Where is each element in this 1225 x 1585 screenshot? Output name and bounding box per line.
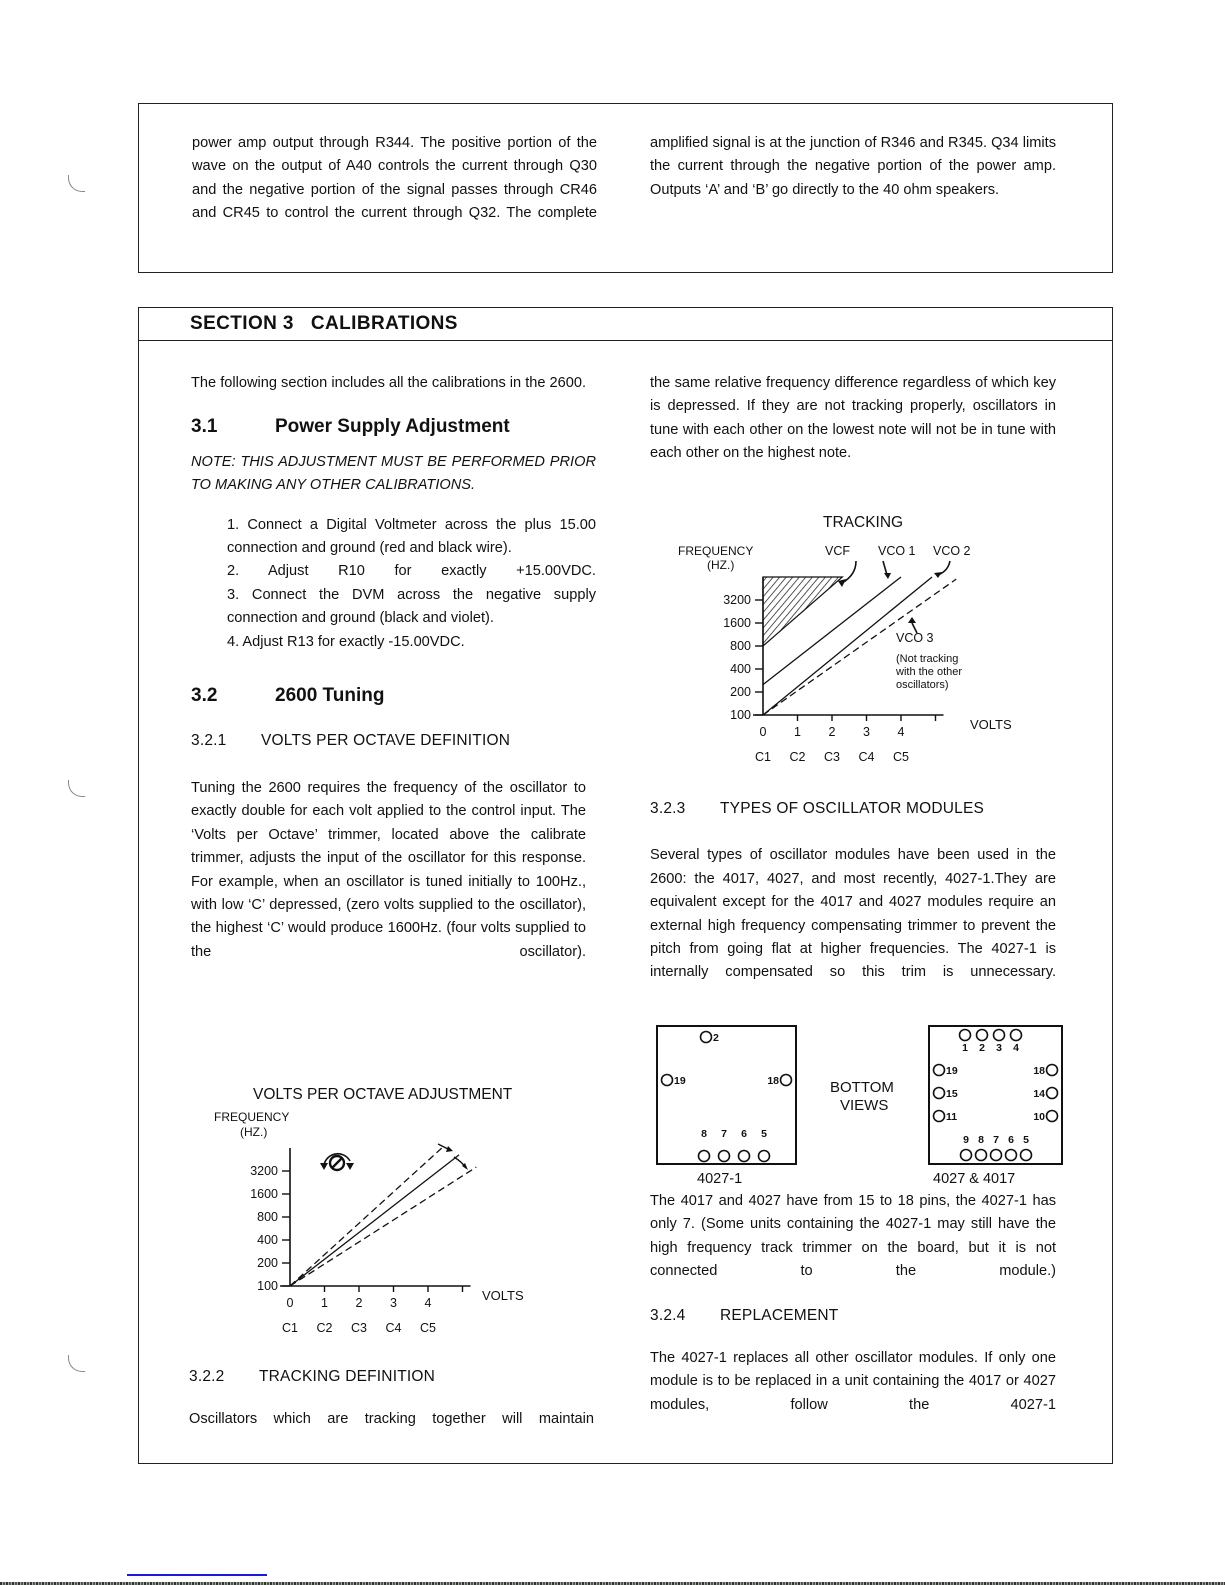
x-note-label: C2 (789, 750, 806, 764)
x-tick-label: 3 (390, 1296, 397, 1310)
series-too-high-line (290, 1148, 442, 1286)
pin-hole (934, 1088, 945, 1099)
module-types-paragraph: Several types of oscillator modules have been used in the 2600: the 4017, 4027, and most recently, 4027-1.They are equivalent except for the 4017 and 4027 modules require an external high frequency compensating trimmer to prevent the pitch from going flat at higher frequencies. The 4027-1 is internally compensated so this trim is unnecessary. (650, 847, 1056, 981)
continuation-left-text (192, 132, 597, 226)
x-tick-label: 1 (321, 1296, 328, 1310)
vco3-note: with the other (896, 666, 963, 678)
right-column-bottom (650, 1190, 1056, 1417)
section-title: SECTION 3 CALIBRATIONS (190, 313, 458, 334)
pin-hole (961, 1150, 972, 1161)
pin-number: 7 (721, 1128, 727, 1140)
pin-number: 11 (946, 1111, 958, 1123)
pin-hole (960, 1030, 971, 1041)
pin-number: 14 (1033, 1088, 1045, 1100)
page-link-underline[interactable] (127, 1574, 267, 1576)
pin-number: 8 (701, 1128, 707, 1140)
x-tick-label: 3 (863, 725, 870, 739)
chart-title: TRACKING (823, 514, 904, 531)
x-note-label: C5 (420, 1321, 436, 1335)
x-note-label: C4 (385, 1321, 402, 1335)
pin-hole (977, 1030, 988, 1041)
step-item: 3. Connect the DVM across the negative supply connection and ground (black and violet). (227, 586, 596, 627)
pin-number: 4 (1013, 1042, 1019, 1054)
volts-per-octave-chart (200, 1070, 560, 1340)
y-axis-label: FREQUENCY (214, 1110, 290, 1124)
pin-number: 15 (946, 1088, 958, 1100)
paragraph: power amp output through R344. The positive portion of the wave on the output of A40 controls the current through Q30 and the negative portion of the signal passes through CR46 and CR45 to control the current through Q32. The complete (192, 135, 597, 222)
pin-number: 6 (1008, 1134, 1014, 1146)
arrow-left (320, 1163, 328, 1170)
volts-per-octave-paragraph: Tuning the 2600 requires the frequency of the oscillator to exactly double for each volt applied to the control input. The ‘Volts per Octave’ trimmer, located above the calibrate trimmer, adjusts the input of the oscillator for this response. For example, when an oscillator is tuned initially to 100Hz., with low ‘C’ depressed, (zero volts supplied to the oscillator), the highest ‘C’ would produce 1600Hz. (four volts supplied to the oscillator). (191, 779, 586, 960)
pin-number: 1 (962, 1042, 968, 1054)
y-tick-label: 200 (257, 1256, 278, 1270)
y-tick-label: 800 (257, 1210, 278, 1224)
pin-hole (1047, 1111, 1058, 1122)
x-tick-label: 0 (286, 1296, 294, 1310)
section-title-rule (138, 340, 1113, 341)
continuation-right-text (650, 132, 1056, 202)
plot-area (723, 544, 970, 764)
module-caption: 4027-1 (697, 1171, 743, 1185)
y-tick-label: 3200 (723, 593, 751, 607)
pin-hole (781, 1075, 792, 1086)
y-tick-label: 200 (730, 685, 751, 699)
x-note-label: C1 (755, 750, 771, 764)
y-tick-label: 1600 (723, 616, 751, 630)
series-too-low-line (290, 1167, 476, 1286)
vcf-label: VCF (825, 544, 850, 558)
trimmer-slot (332, 1158, 342, 1168)
y-tick-label: 800 (730, 639, 751, 653)
left-column (191, 372, 596, 964)
pin-hole (1021, 1150, 1032, 1161)
bottom-views-label: BOTTOM (830, 1079, 894, 1096)
arrowhead (884, 573, 891, 579)
pin-hole (662, 1075, 673, 1086)
heading-number: 3.2 (191, 685, 218, 707)
x-axis-label: VOLTS (970, 717, 1012, 732)
pin-number: 5 (1023, 1134, 1029, 1146)
heading-number: 3.2.4 (650, 1306, 686, 1324)
x-note-label: C1 (282, 1321, 298, 1335)
x-note-label: C5 (893, 750, 909, 764)
y-axis-label-unit: (HZ.) (240, 1125, 268, 1139)
series-vcf-region (763, 577, 842, 646)
x-tick-label: 2 (828, 725, 836, 739)
x-note-label: C3 (351, 1321, 367, 1335)
pin-number: 3 (996, 1042, 1002, 1054)
y-tick-label: 100 (257, 1279, 278, 1293)
module-caption: 4027 & 4017 (933, 1171, 1016, 1185)
pin-number: 19 (674, 1075, 686, 1087)
bottom-views-label: VIEWS (840, 1097, 889, 1114)
vco3-note: (Not tracking (896, 653, 959, 665)
heading-title: VOLTS PER OCTAVE DEFINITION (261, 732, 511, 750)
y-tick-label: 100 (730, 708, 751, 722)
y-tick-label: 400 (257, 1233, 278, 1247)
pin-hole (739, 1151, 750, 1162)
vco2-label: VCO 2 (933, 544, 971, 558)
intro-paragraph: The following section includes all the calibrations in the 2600. (191, 375, 587, 391)
chart-title: VOLTS PER OCTAVE ADJUSTMENT (253, 1086, 513, 1103)
vco1-label: VCO 1 (878, 544, 916, 558)
heading-3-2-2 (189, 1365, 594, 1388)
pin-hole (1047, 1065, 1058, 1076)
vco3-label: VCO 3 (896, 631, 934, 645)
pin-hole (976, 1150, 987, 1161)
pin-hole (934, 1111, 945, 1122)
pin-number: 7 (993, 1134, 999, 1146)
heading-title: TYPES OF OSCILLATOR MODULES (720, 800, 985, 817)
module-bottom-views (640, 1010, 1070, 1185)
pin-number: 9 (963, 1134, 969, 1146)
pin-number: 18 (1033, 1065, 1045, 1077)
y-tick-label: 400 (730, 662, 751, 676)
heading-number: 3.2.1 (191, 732, 227, 750)
pin-number: 5 (761, 1128, 767, 1140)
pin-hole (759, 1151, 770, 1162)
heading-title: REPLACEMENT (720, 1306, 839, 1324)
arrowhead (908, 617, 916, 623)
vco3-note: oscillators) (896, 679, 949, 691)
pin-hole (994, 1030, 1005, 1041)
series-correct-line (290, 1155, 459, 1286)
left-column-bottom (189, 1365, 594, 1432)
arrowhead (934, 572, 942, 578)
x-axis-label: VOLTS (482, 1288, 524, 1303)
heading-title: 2600 Tuning (275, 685, 385, 707)
replacement-paragraph: The 4027-1 replaces all other oscillator modules. If only one module is to be replaced in a unit containing the 4017 or 4027 modules, follow the 4027-1 (650, 1350, 1056, 1413)
x-note-label: C4 (858, 750, 875, 764)
trimmer-adjust-icon (320, 1154, 354, 1170)
scan-margin-mark (68, 780, 85, 797)
heading-3-1 (191, 415, 596, 438)
right-column-modules (650, 797, 1056, 985)
tracking-definition-paragraph: Oscillators which are tracking together will maintain (189, 1411, 594, 1428)
paragraph: the same relative frequency difference regardless of which key is depressed. If they are not tracking properly, oscillators in tune with each other on the lowest note will not be in tune with each other on the highest note. (650, 375, 1056, 462)
tracking-paragraph (650, 372, 1056, 466)
scan-margin-mark (68, 1355, 85, 1372)
heading-3-2-3 (650, 797, 1056, 820)
pin-hole (719, 1151, 730, 1162)
x-tick-label: 1 (794, 725, 801, 739)
pin-hole (1011, 1030, 1022, 1041)
heading-number: 3.1 (191, 416, 218, 438)
scan-margin-mark (68, 175, 85, 192)
pin-hole (699, 1151, 710, 1162)
pin-number: 19 (946, 1065, 958, 1077)
heading-3-2 (191, 684, 596, 707)
x-tick-label: 0 (759, 725, 767, 739)
arrowhead (446, 1146, 453, 1152)
steps-list (227, 514, 596, 654)
x-note-label: C2 (316, 1321, 333, 1335)
pin-number: 2 (979, 1042, 985, 1054)
pin-number: 2 (713, 1032, 719, 1044)
heading-3-2-4 (650, 1304, 1056, 1327)
pin-hole (701, 1032, 712, 1043)
plot-area (250, 1144, 476, 1335)
heading-title: Power Supply Adjustment (275, 416, 510, 438)
x-tick-label: 4 (424, 1296, 432, 1310)
heading-number: 3.2.2 (189, 1368, 225, 1385)
paragraph: amplified signal is at the junction of R346 and R345. Q34 limits the current through the negative portion of the power amp. Outputs ‘A’ and ‘B’ go directly to the 40 ohm speakers. (650, 135, 1056, 198)
x-tick-label: 4 (897, 725, 905, 739)
vco1-pointer (883, 561, 887, 575)
y-axis-label-unit: (HZ.) (707, 558, 735, 572)
y-tick-label: 3200 (250, 1164, 278, 1178)
x-note-label: C3 (824, 750, 840, 764)
y-axis-label: FREQUENCY (678, 544, 754, 558)
pin-hole (934, 1065, 945, 1076)
step-item: 1. Connect a Digital Voltmeter across the plus 15.00 connection and ground (red and black wire). (227, 516, 596, 557)
note-paragraph: NOTE: THIS ADJUSTMENT MUST BE PERFORMED PRIOR TO MAKING ANY OTHER CALIBRATIONS. (191, 453, 596, 494)
heading-title: TRACKING DEFINITION (259, 1368, 436, 1385)
pin-number: 10 (1033, 1111, 1045, 1123)
pin-hole (1047, 1088, 1058, 1099)
tracking-chart (670, 505, 1030, 775)
arrow-right (346, 1163, 354, 1170)
pin-number: 6 (741, 1128, 747, 1140)
pin-number: 18 (767, 1075, 779, 1087)
pins-paragraph: The 4017 and 4027 have from 15 to 18 pins, the 4027-1 has only 7. (Some units containing the 4027-1 may still have the high frequency track trimmer on the board, but it is not connected to the module.) (650, 1193, 1056, 1280)
module-4027-1-diagram (657, 1026, 796, 1164)
x-tick-label: 2 (355, 1296, 363, 1310)
step-item: 2. Adjust R10 for exactly +15.00VDC. (227, 563, 596, 580)
pin-hole (991, 1150, 1002, 1161)
heading-number: 3.2.3 (650, 800, 686, 817)
module-4027-4017-diagram (929, 1026, 1062, 1164)
heading-3-2-1 (191, 729, 596, 752)
pin-hole (1006, 1150, 1017, 1161)
step-item: 4. Adjust R13 for exactly -15.00VDC. (227, 633, 465, 650)
pin-number: 8 (978, 1134, 984, 1146)
y-tick-label: 1600 (250, 1187, 278, 1201)
